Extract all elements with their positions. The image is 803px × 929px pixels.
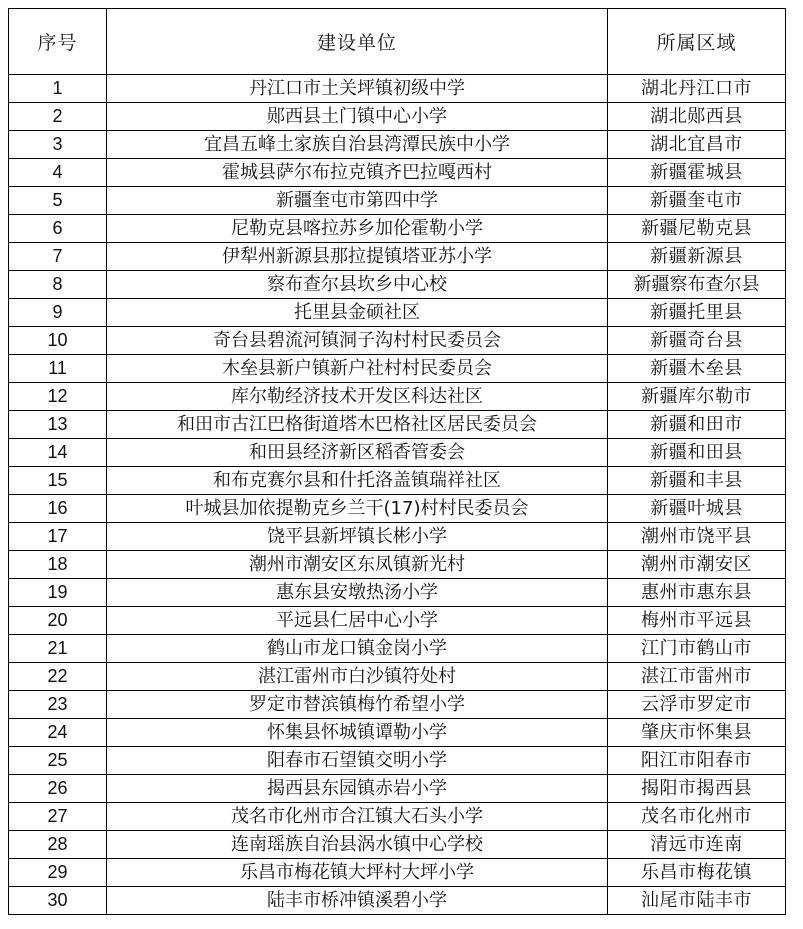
cell-construction-unit[interactable]: 阳春市石望镇交明小学 bbox=[107, 747, 608, 775]
cell-construction-unit[interactable]: 库尔勒经济技术开发区科达社区 bbox=[107, 383, 608, 411]
table-row bbox=[9, 439, 786, 467]
cell-index[interactable]: 30 bbox=[9, 887, 107, 915]
cell-index[interactable]: 2 bbox=[9, 103, 107, 131]
cell-construction-unit[interactable]: 茂名市化州市合江镇大石头小学 bbox=[107, 803, 608, 831]
cell-index[interactable]: 23 bbox=[9, 691, 107, 719]
cell-construction-unit[interactable]: 丹江口市土关坪镇初级中学 bbox=[107, 75, 608, 103]
cell-index[interactable]: 15 bbox=[9, 467, 107, 495]
table-row bbox=[9, 859, 786, 887]
cell-construction-unit[interactable]: 新疆奎屯市第四中学 bbox=[107, 187, 608, 215]
cell-region[interactable]: 江门市鹤山市 bbox=[608, 635, 786, 663]
cell-region[interactable]: 潮州市饶平县 bbox=[608, 523, 786, 551]
cell-index[interactable]: 1 bbox=[9, 75, 107, 103]
cell-region[interactable]: 梅州市平远县 bbox=[608, 607, 786, 635]
cell-construction-unit[interactable]: 饶平县新坪镇长彬小学 bbox=[107, 523, 608, 551]
cell-index[interactable]: 17 bbox=[9, 523, 107, 551]
cell-region[interactable]: 汕尾市陆丰市 bbox=[608, 887, 786, 915]
table-row bbox=[9, 803, 786, 831]
table-row bbox=[9, 887, 786, 915]
table-row bbox=[9, 75, 786, 103]
cell-region[interactable]: 惠州市惠东县 bbox=[608, 579, 786, 607]
table-row bbox=[9, 215, 786, 243]
table-row bbox=[9, 103, 786, 131]
table-row bbox=[9, 775, 786, 803]
header-unit[interactable]: 建设单位 bbox=[107, 9, 608, 75]
table-row bbox=[9, 383, 786, 411]
cell-index[interactable]: 14 bbox=[9, 439, 107, 467]
cell-region[interactable]: 新疆叶城县 bbox=[608, 495, 786, 523]
cell-index[interactable]: 24 bbox=[9, 719, 107, 747]
cell-construction-unit[interactable]: 平远县仁居中心小学 bbox=[107, 607, 608, 635]
cell-region[interactable]: 清远市连南 bbox=[608, 831, 786, 859]
table-row bbox=[9, 495, 786, 523]
cell-region[interactable]: 新疆尼勒克县 bbox=[608, 215, 786, 243]
table-row bbox=[9, 719, 786, 747]
cell-region[interactable]: 新疆新源县 bbox=[608, 243, 786, 271]
cell-construction-unit[interactable]: 木垒县新户镇新户社村村民委员会 bbox=[107, 355, 608, 383]
table-row bbox=[9, 831, 786, 859]
cell-construction-unit[interactable]: 宜昌五峰土家族自治县湾潭民族中小学 bbox=[107, 131, 608, 159]
cell-region[interactable]: 新疆托里县 bbox=[608, 299, 786, 327]
table-row bbox=[9, 355, 786, 383]
cell-region[interactable]: 湛江市雷州市 bbox=[608, 663, 786, 691]
cell-region[interactable]: 湖北郧西县 bbox=[608, 103, 786, 131]
table-row bbox=[9, 159, 786, 187]
cell-index[interactable]: 6 bbox=[9, 215, 107, 243]
cell-region[interactable]: 新疆霍城县 bbox=[608, 159, 786, 187]
table-row bbox=[9, 131, 786, 159]
cell-region[interactable]: 湖北丹江口市 bbox=[608, 75, 786, 103]
cell-region[interactable]: 新疆和田县 bbox=[608, 439, 786, 467]
cell-construction-unit[interactable]: 察布查尔县坎乡中心校 bbox=[107, 271, 608, 299]
cell-index[interactable]: 21 bbox=[9, 635, 107, 663]
cell-index[interactable]: 19 bbox=[9, 579, 107, 607]
cell-construction-unit[interactable]: 和田市古江巴格街道塔木巴格社区居民委员会 bbox=[107, 411, 608, 439]
cell-construction-unit[interactable]: 叶城县加依提勒克乡兰干(17)村村民委员会 bbox=[107, 495, 608, 523]
table-row bbox=[9, 635, 786, 663]
cell-region[interactable]: 乐昌市梅花镇 bbox=[608, 859, 786, 887]
table-row bbox=[9, 327, 786, 355]
cell-construction-unit[interactable]: 揭西县东园镇赤岩小学 bbox=[107, 775, 608, 803]
cell-index[interactable]: 16 bbox=[9, 495, 107, 523]
cell-region[interactable]: 茂名市化州市 bbox=[608, 803, 786, 831]
table-row bbox=[9, 467, 786, 495]
cell-region[interactable]: 湖北宜昌市 bbox=[608, 131, 786, 159]
cell-index[interactable]: 27 bbox=[9, 803, 107, 831]
table-row bbox=[9, 663, 786, 691]
cell-region[interactable]: 新疆木垒县 bbox=[608, 355, 786, 383]
cell-construction-unit[interactable]: 和布克赛尔县和什托洛盖镇瑞祥社区 bbox=[107, 467, 608, 495]
cell-index[interactable]: 11 bbox=[9, 355, 107, 383]
table-row bbox=[9, 551, 786, 579]
spreadsheet-sheet bbox=[8, 8, 785, 915]
cell-index[interactable]: 8 bbox=[9, 271, 107, 299]
cell-construction-unit[interactable]: 托里县金硕社区 bbox=[107, 299, 608, 327]
cell-construction-unit[interactable]: 连南瑶族自治县涡水镇中心学校 bbox=[107, 831, 608, 859]
table-row bbox=[9, 691, 786, 719]
cell-construction-unit[interactable]: 湛江雷州市白沙镇符处村 bbox=[107, 663, 608, 691]
cell-index[interactable]: 5 bbox=[9, 187, 107, 215]
cell-index[interactable]: 22 bbox=[9, 663, 107, 691]
cell-construction-unit[interactable]: 潮州市潮安区东凤镇新光村 bbox=[107, 551, 608, 579]
cell-index[interactable]: 9 bbox=[9, 299, 107, 327]
table-row bbox=[9, 747, 786, 775]
cell-construction-unit[interactable]: 和田县经济新区稻香管委会 bbox=[107, 439, 608, 467]
table-body bbox=[9, 75, 786, 915]
cell-construction-unit[interactable]: 怀集县怀城镇谭勒小学 bbox=[107, 719, 608, 747]
cell-region[interactable]: 新疆和田市 bbox=[608, 411, 786, 439]
cell-region[interactable]: 云浮市罗定市 bbox=[608, 691, 786, 719]
cell-index[interactable]: 29 bbox=[9, 859, 107, 887]
cell-region[interactable]: 肇庆市怀集县 bbox=[608, 719, 786, 747]
cell-index[interactable]: 28 bbox=[9, 831, 107, 859]
table-row bbox=[9, 243, 786, 271]
cell-index[interactable]: 4 bbox=[9, 159, 107, 187]
construction-unit-table bbox=[8, 8, 786, 915]
cell-construction-unit[interactable]: 霍城县萨尔布拉克镇齐巴拉嘎西村 bbox=[107, 159, 608, 187]
cell-region[interactable]: 新疆奎屯市 bbox=[608, 187, 786, 215]
cell-construction-unit[interactable]: 奇台县碧流河镇洞子沟村村民委员会 bbox=[107, 327, 608, 355]
cell-construction-unit[interactable]: 罗定市替滨镇梅竹希望小学 bbox=[107, 691, 608, 719]
cell-region[interactable]: 新疆奇台县 bbox=[608, 327, 786, 355]
table-row bbox=[9, 411, 786, 439]
cell-construction-unit[interactable]: 伊犁州新源县那拉提镇塔亚苏小学 bbox=[107, 243, 608, 271]
cell-region[interactable]: 新疆察布查尔县 bbox=[608, 271, 786, 299]
cell-index[interactable]: 20 bbox=[9, 607, 107, 635]
cell-construction-unit[interactable]: 惠东县安墩热汤小学 bbox=[107, 579, 608, 607]
cell-region[interactable]: 新疆和丰县 bbox=[608, 467, 786, 495]
cell-index[interactable]: 13 bbox=[9, 411, 107, 439]
cell-index[interactable]: 3 bbox=[9, 131, 107, 159]
cell-region[interactable]: 潮州市潮安区 bbox=[608, 551, 786, 579]
cell-index[interactable]: 10 bbox=[9, 327, 107, 355]
cell-construction-unit[interactable]: 陆丰市桥冲镇溪碧小学 bbox=[107, 887, 608, 915]
cell-index[interactable]: 12 bbox=[9, 383, 107, 411]
header-region[interactable]: 所属区域 bbox=[608, 9, 786, 75]
cell-index[interactable]: 26 bbox=[9, 775, 107, 803]
cell-construction-unit[interactable]: 郧西县土门镇中心小学 bbox=[107, 103, 608, 131]
cell-construction-unit[interactable]: 鹤山市龙口镇金岗小学 bbox=[107, 635, 608, 663]
table-row bbox=[9, 299, 786, 327]
table-row bbox=[9, 271, 786, 299]
table-row bbox=[9, 187, 786, 215]
table-row bbox=[9, 579, 786, 607]
table-row bbox=[9, 523, 786, 551]
cell-index[interactable]: 18 bbox=[9, 551, 107, 579]
table-header bbox=[9, 9, 786, 75]
cell-region[interactable]: 阳江市阳春市 bbox=[608, 747, 786, 775]
cell-region[interactable]: 新疆库尔勒市 bbox=[608, 383, 786, 411]
cell-region[interactable]: 揭阳市揭西县 bbox=[608, 775, 786, 803]
cell-construction-unit[interactable]: 尼勒克县喀拉苏乡加伦霍勒小学 bbox=[107, 215, 608, 243]
header-row bbox=[9, 9, 786, 75]
cell-construction-unit[interactable]: 乐昌市梅花镇大坪村大坪小学 bbox=[107, 859, 608, 887]
cell-index[interactable]: 7 bbox=[9, 243, 107, 271]
cell-index[interactable]: 25 bbox=[9, 747, 107, 775]
table-row bbox=[9, 607, 786, 635]
header-index[interactable]: 序号 bbox=[9, 9, 107, 75]
